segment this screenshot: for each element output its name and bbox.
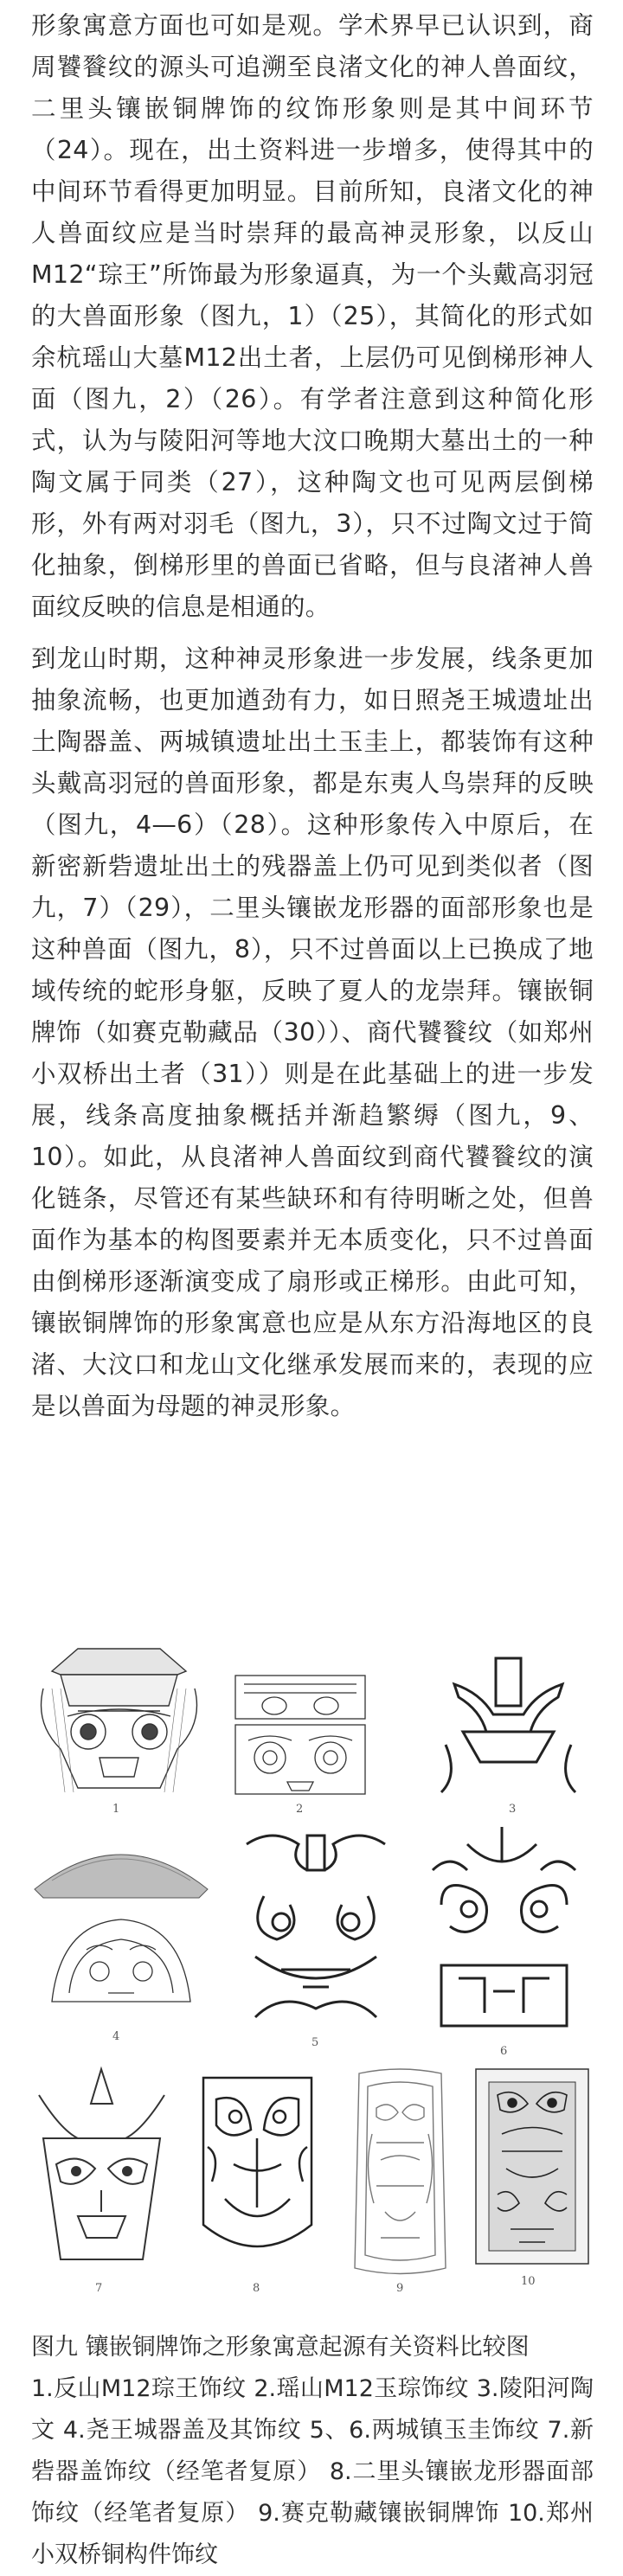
paragraph-1: 形象寓意方面也可如是观。学术界早已认识到，商周饕餮纹的源头可追溯至良渚文化的神人兽面纹，二里头镶嵌铜牌饰的纹饰形象则是其中间环节（24）。现在，出土资料进一步增多，使得其中的中间环节看得更加明显。目前所知，良渚文化的神人兽面纹应是当时崇拜的最高神灵形象，以反山M12“琮王”所饰最为形象逼真，为一个头戴高羽冠的大兽面形象（图九，1）（25），其简化的形式如余杭瑶山大墓M12出土者，上层仍可见倒梯形神人面（图九，2）（26）。有学者注意到这种简化形式，认为与陵阳河等地大汶口晚期大墓出土的一种陶文属于同类（27），这种陶文也可见两层倒梯形，外有两对羽毛（图九，3），只不过陶文过于简化抽象，倒梯形里的兽面已省略，但与良渚神人兽面纹反映的信息是相通的。 xyxy=(31,11,594,621)
figure-item-3 xyxy=(428,1645,588,1801)
lingyanghe-pottery-sign-drawing xyxy=(428,1645,588,1801)
liangchengzhen-gui-pattern-drawing-2 xyxy=(415,1818,593,2043)
figure-item-6 xyxy=(415,1818,593,2043)
figure-item-7 xyxy=(26,2060,177,2281)
figure-number-7: 7 xyxy=(95,2282,103,2295)
figure-9 xyxy=(26,1637,597,2303)
xinzhai-lid-pattern-drawing xyxy=(26,2060,177,2281)
fanshan-mask-drawing xyxy=(26,1637,212,1803)
liangchengzhen-gui-pattern-drawing xyxy=(229,1818,402,2035)
figure-caption-items: 1.反山M12琮王饰纹 2.瑶山M12玉琮饰纹 3.陵阳河陶文 4.尧王城器盖及其饰纹 5、6.两城镇玉圭饰纹 7.新砦器盖饰纹（经笔者复原） 8.二里头镶嵌龙形器面部饰纹（经笔者复原） 9.赛克勒藏镶嵌铜牌饰 10.郑州小双桥铜构件饰纹 xyxy=(31,2375,594,2568)
figure-item-8 xyxy=(186,2060,329,2281)
figure-number-2: 2 xyxy=(296,1803,304,1816)
figure-number-9: 9 xyxy=(396,2282,404,2295)
figure-number-8: 8 xyxy=(253,2282,260,2295)
figure-item-10 xyxy=(467,2065,597,2272)
yaoshan-cong-drawing xyxy=(227,1671,374,1801)
figure-item-4 xyxy=(26,1829,216,2028)
figure-item-1 xyxy=(26,1637,212,1803)
figure-caption-title: 图九 镶嵌铜牌饰之形象寓意起源有关资料比较图 xyxy=(31,2334,530,2361)
paragraph-2: 到龙山时期，这种神灵形象进一步发展，线条更加抽象流畅，也更加遒劲有力，如日照尧王城遗址出土陶器盖、两城镇遗址出土玉圭上，都装饰有这种头戴高羽冠的兽面形象，都是东夷人鸟崇拜的反映（图九，4—6）（28）。这种形象传入中原后，在新密新砦遗址出土的残器盖上仍可见到类似者（图九，7）（29），二里头镶嵌龙形器的面部形象也是这种兽面（图九，8），只不过兽面以上已换成了地域传统的蛇形身躯，反映了夏人的龙崇拜。镶嵌铜牌饰（如赛克勒藏品（30））、商代饕餮纹（如郑州小双桥出土者（31））则是在此基础上的进一步发展，线条高度抽象概括并渐趋繁缛（图九，9、10）。如此，从良渚神人兽面纹到商代饕餮纹的演化链条，尽管还有某些缺环和有待明晰之处，但兽面作为基本的构图要素并无本质变化，只不过兽面由倒梯形逐渐演变成了扇形或正梯形。由此可知，镶嵌铜牌饰的形象寓意也应是从东方沿海地区的良渚、大汶口和龙山文化继承发展而来的，表现的应是以兽面为母题的神灵形象。 xyxy=(31,644,594,1420)
figure-item-9 xyxy=(346,2065,454,2281)
figure-number-4: 4 xyxy=(112,2030,120,2043)
yaowangcheng-lid-drawing xyxy=(26,1829,216,2028)
figure-number-3: 3 xyxy=(509,1803,517,1816)
figure-number-1: 1 xyxy=(112,1803,120,1816)
figure-item-5 xyxy=(229,1818,402,2035)
figure-number-6: 6 xyxy=(500,2045,508,2058)
figure-number-5: 5 xyxy=(312,2036,319,2049)
figure-item-2 xyxy=(227,1671,374,1801)
sackler-bronze-plaque-drawing xyxy=(346,2065,454,2281)
erlitou-dragon-face-drawing xyxy=(186,2060,329,2281)
figure-number-10: 10 xyxy=(521,2275,536,2288)
xiaoshuangqiao-bronze-fitting-drawing xyxy=(467,2065,597,2272)
